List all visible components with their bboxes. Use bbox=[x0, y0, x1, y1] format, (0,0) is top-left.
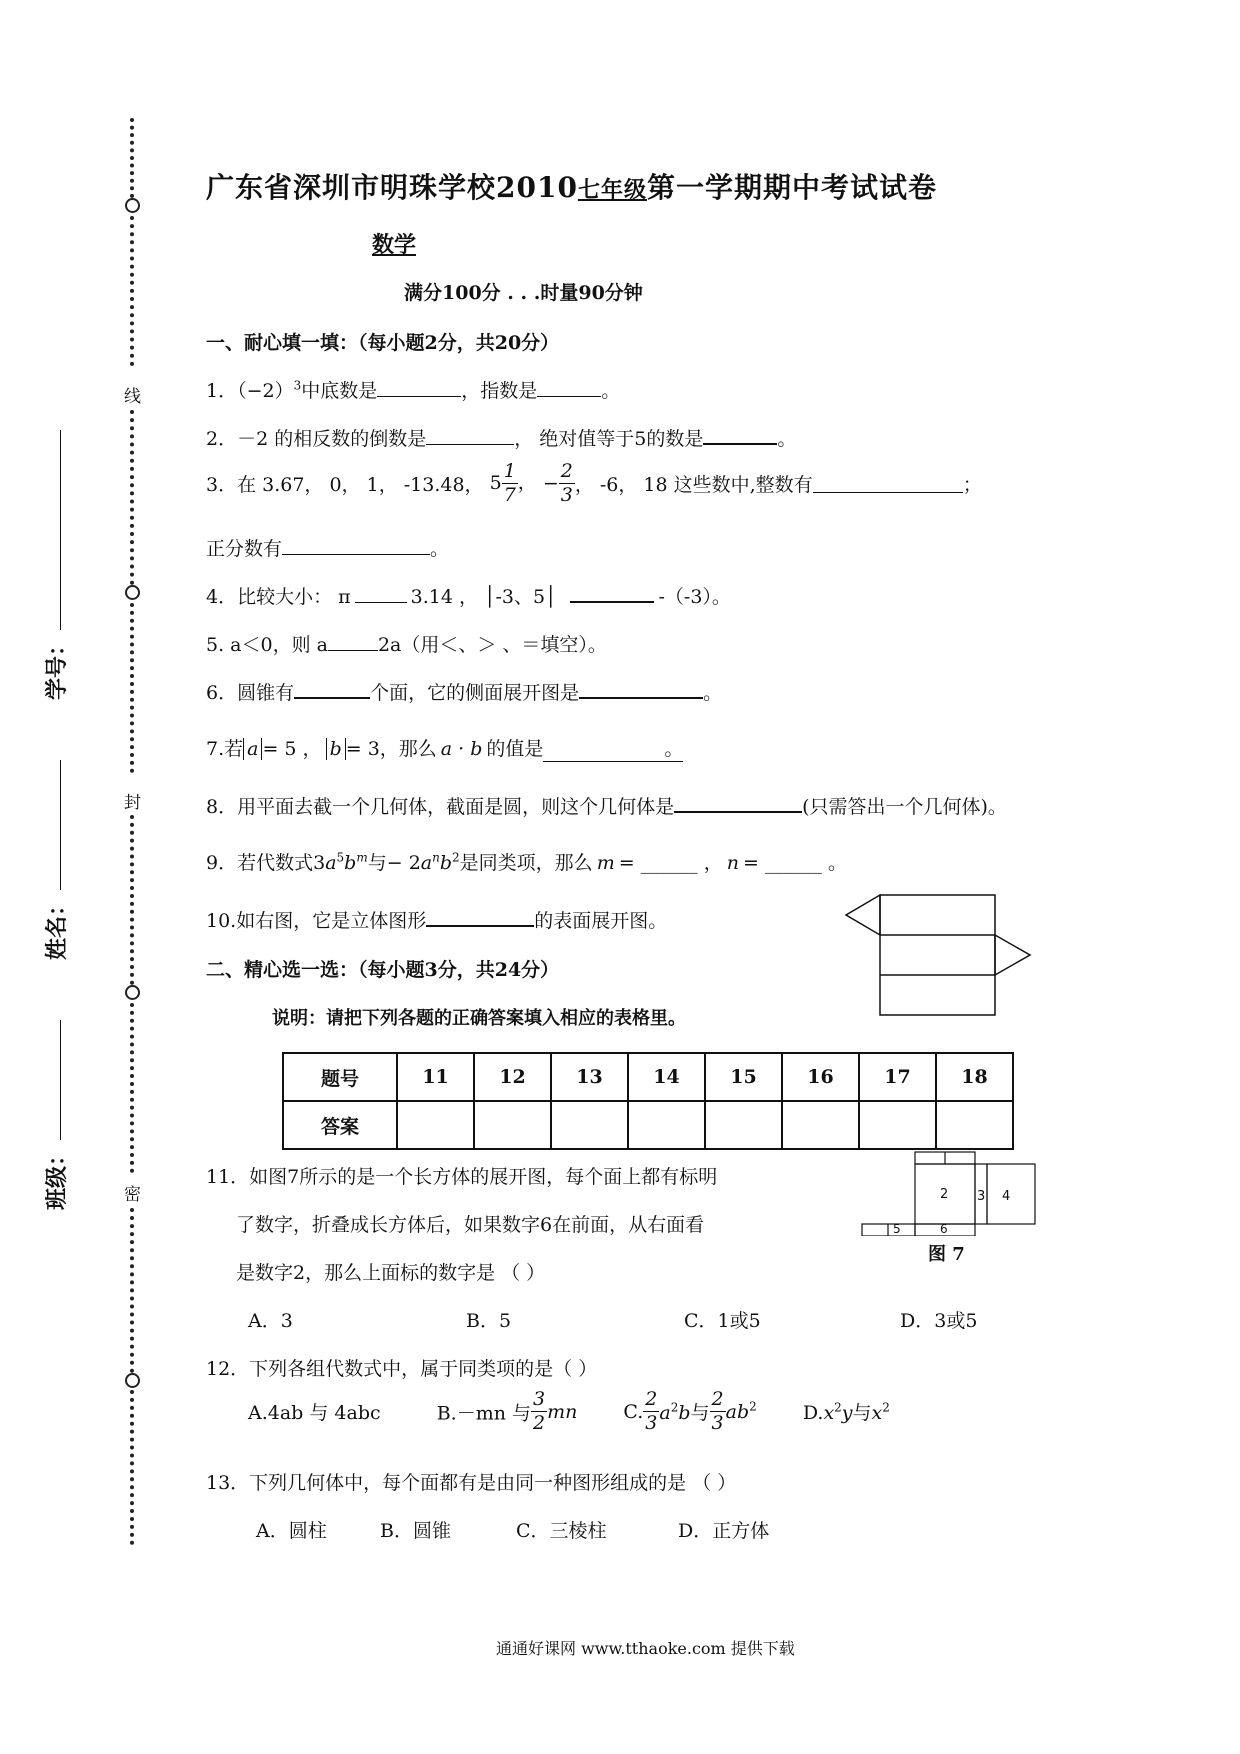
answer-blank[interactable] bbox=[328, 632, 378, 651]
seal-char-xian: 线 bbox=[124, 387, 141, 407]
binding-dotted-line bbox=[130, 815, 134, 985]
q12-option-b[interactable]: B.－mn 与 $\frac{3}{2}$ mn bbox=[436, 1388, 578, 1434]
answer-blank[interactable] bbox=[579, 679, 703, 699]
table-cell-number: 13 bbox=[551, 1053, 628, 1101]
question-12: 12．下列各组代数式中，属于同类项的是（ ） bbox=[206, 1358, 598, 1380]
fig7-label: 图 7 bbox=[928, 1244, 965, 1265]
question-11-line1: 11．如图7所示的是一个长方体的展开图，每个面上都有标明 bbox=[206, 1166, 718, 1188]
class-write-line bbox=[60, 1020, 61, 1140]
table-cell-number: 14 bbox=[628, 1053, 705, 1101]
q12-option-d[interactable]: $D.x^2y$与$x^2$ bbox=[802, 1400, 890, 1424]
binding-dotted-line bbox=[130, 1208, 134, 1373]
table-row-answers bbox=[283, 1101, 1013, 1149]
section1-heading: 一、耐心填一填：（每小题2分，共20分） bbox=[206, 332, 560, 354]
title-main: 广东省深圳市明珠学校2010 bbox=[206, 171, 578, 204]
question-5: 5. a＜0，则 a 2a（用＜、＞ 、＝填空）。 bbox=[206, 634, 607, 656]
answer-blank[interactable] bbox=[282, 536, 430, 555]
title-rest: 第一学期期中考试试卷 bbox=[646, 171, 937, 204]
id-label: 学号： bbox=[44, 633, 70, 700]
table-header-number: 题号 bbox=[283, 1053, 397, 1101]
question-1: 1．$(-2)^3$中底数是 ，指数是 。 bbox=[206, 378, 621, 402]
fig7-num-2: 2 bbox=[940, 1187, 949, 1202]
question-3-line2: 正分数有 。 bbox=[206, 538, 450, 560]
binding-dotted-line bbox=[130, 216, 134, 366]
q13-option-d[interactable]: D．正方体 bbox=[678, 1520, 770, 1542]
answer-cell[interactable] bbox=[628, 1101, 705, 1149]
answer-cell[interactable] bbox=[397, 1101, 474, 1149]
question-7: 7.若 a = 5 ， b = 3，那么 a · b 的值是 。 bbox=[206, 734, 683, 762]
answer-blank[interactable] bbox=[355, 584, 407, 603]
question-2: 2．－2 的相反数的倒数是 ， 绝对值等于5的数是 。 bbox=[206, 424, 796, 451]
title-grade: 七年级 bbox=[577, 177, 647, 203]
binding-dotted-line bbox=[130, 1390, 134, 1545]
question-10: 10.如右图，它是立体图形 的表面展开图。 bbox=[206, 906, 667, 933]
answer-cell[interactable] bbox=[936, 1101, 1013, 1149]
answer-cell[interactable] bbox=[782, 1101, 859, 1149]
q12-option-c[interactable]: C. $\frac{2}{3}$ $a^2b$与 $\frac{2}{3}$ $ab^2$ bbox=[623, 1388, 757, 1434]
table-cell-number: 12 bbox=[474, 1053, 551, 1101]
binding-ring bbox=[125, 985, 140, 1000]
table-row-numbers bbox=[283, 1053, 1013, 1101]
table-cell-number: 18 bbox=[936, 1053, 1013, 1101]
question-11-line3: 是数字2，那么上面标的数字是 （ ） bbox=[236, 1262, 546, 1284]
q12-option-a[interactable]: A.4ab 与 4abc bbox=[248, 1402, 381, 1424]
question-9: 9．若代数式$3a^5b^m$与− $2a^nb^2$是同类项，那么 m = ______ ， n = ______ 。 bbox=[206, 850, 847, 874]
fig7-num-6: 6 bbox=[940, 1222, 948, 1236]
footer-credit: 通通好课网 www.tthaoke.com 提供下载 bbox=[496, 1639, 795, 1658]
cuboid-net-figure bbox=[860, 1150, 1040, 1236]
name-label: 姓名： bbox=[44, 893, 70, 960]
q11-option-c[interactable]: C．1或5 bbox=[684, 1310, 761, 1332]
answer-blank[interactable] bbox=[426, 426, 514, 445]
question-11-line2: 了数字，折叠成长方体后，如果数字6在前面，从右面看 bbox=[236, 1214, 705, 1236]
question-13: 13．下列几何体中，每个面都有是由同一种图形组成的是 （ ） bbox=[206, 1472, 737, 1494]
table-header-answer: 答案 bbox=[283, 1101, 397, 1149]
name-write-line bbox=[60, 760, 61, 890]
table-cell-number: 15 bbox=[705, 1053, 782, 1101]
answer-blank[interactable] bbox=[537, 378, 601, 397]
binding-ring bbox=[125, 585, 140, 600]
subject: 数学 bbox=[372, 232, 417, 258]
table-cell-number: 17 bbox=[859, 1053, 936, 1101]
answer-blank[interactable] bbox=[294, 679, 370, 699]
table-cell-number: 16 bbox=[782, 1053, 859, 1101]
binding-ring bbox=[125, 1373, 140, 1388]
q13-option-b[interactable]: B．圆锥 bbox=[380, 1520, 451, 1542]
id-write-line bbox=[60, 430, 61, 630]
q11-option-d[interactable]: D．3或5 bbox=[900, 1310, 978, 1332]
section2-heading: 二、精心选一选：（每小题3分，共24分） bbox=[206, 959, 560, 981]
answer-cell[interactable] bbox=[551, 1101, 628, 1149]
answer-blank[interactable] bbox=[570, 583, 654, 603]
binding-dotted-line bbox=[130, 603, 134, 773]
binding-dotted-line bbox=[130, 118, 134, 198]
exam-title bbox=[206, 166, 937, 206]
fraction: $\frac{2}{3}$ bbox=[560, 460, 573, 506]
fig7-num-4: 4 bbox=[1002, 1189, 1011, 1204]
binding-dotted-line bbox=[130, 410, 134, 585]
q11-option-a[interactable]: A．3 bbox=[248, 1310, 293, 1332]
seal-char-feng: 封 bbox=[124, 793, 141, 813]
fig7-num-3: 3 bbox=[977, 1189, 986, 1204]
abs-b: b bbox=[326, 738, 346, 760]
q11-option-b[interactable]: B．5 bbox=[466, 1310, 512, 1332]
q13-option-c[interactable]: C．三棱柱 bbox=[516, 1520, 607, 1542]
q12-options bbox=[248, 1390, 890, 1433]
score-info: 满分100分 . . .时量90分钟 bbox=[404, 282, 643, 304]
question-3: 3．在 3.67， 0， 1， -13.48， 5 $\frac{1}{7}$ ， − $\frac{2}{3}$ ， -6， 18 这些数中,整数有 ； bbox=[206, 460, 982, 506]
abs-a: a bbox=[243, 738, 262, 760]
section2-note: 说明：请把下列各题的正确答案填入相应的表格里。 bbox=[272, 1008, 686, 1029]
answer-blank[interactable]: 。 bbox=[543, 734, 683, 762]
binding-ring bbox=[125, 198, 140, 213]
mixed-number: 5 $\frac{1}{7}$ bbox=[489, 460, 516, 506]
answer-blank[interactable] bbox=[377, 378, 461, 397]
question-6: 6．圆锥有 个面，它的侧面展开图是 。 bbox=[206, 678, 722, 705]
answer-blank[interactable] bbox=[674, 793, 802, 813]
answer-cell[interactable] bbox=[705, 1101, 782, 1149]
table-cell-number: 11 bbox=[397, 1053, 474, 1101]
question-8: 8．用平面去截一个几何体，截面是圆，则这个几何体是 (只需答出一个几何体)。 bbox=[206, 792, 1007, 819]
answer-cell[interactable] bbox=[859, 1101, 936, 1149]
answer-cell[interactable] bbox=[474, 1101, 551, 1149]
class-label: 班级： bbox=[44, 1143, 70, 1210]
prism-net-figure bbox=[840, 893, 1040, 1021]
q13-option-a[interactable]: A．圆柱 bbox=[256, 1520, 327, 1542]
answer-table bbox=[282, 1052, 1014, 1150]
answer-blank[interactable] bbox=[426, 907, 534, 927]
fig7-num-5: 5 bbox=[893, 1222, 901, 1236]
answer-blank[interactable] bbox=[813, 474, 963, 493]
answer-blank[interactable] bbox=[703, 425, 777, 445]
binding-dotted-line bbox=[130, 1003, 134, 1173]
seal-char-mi: 密 bbox=[124, 1185, 141, 1205]
question-4: 4．比较大小： π 3.14 ， │-3、5│ -（-3）。 bbox=[206, 582, 731, 609]
